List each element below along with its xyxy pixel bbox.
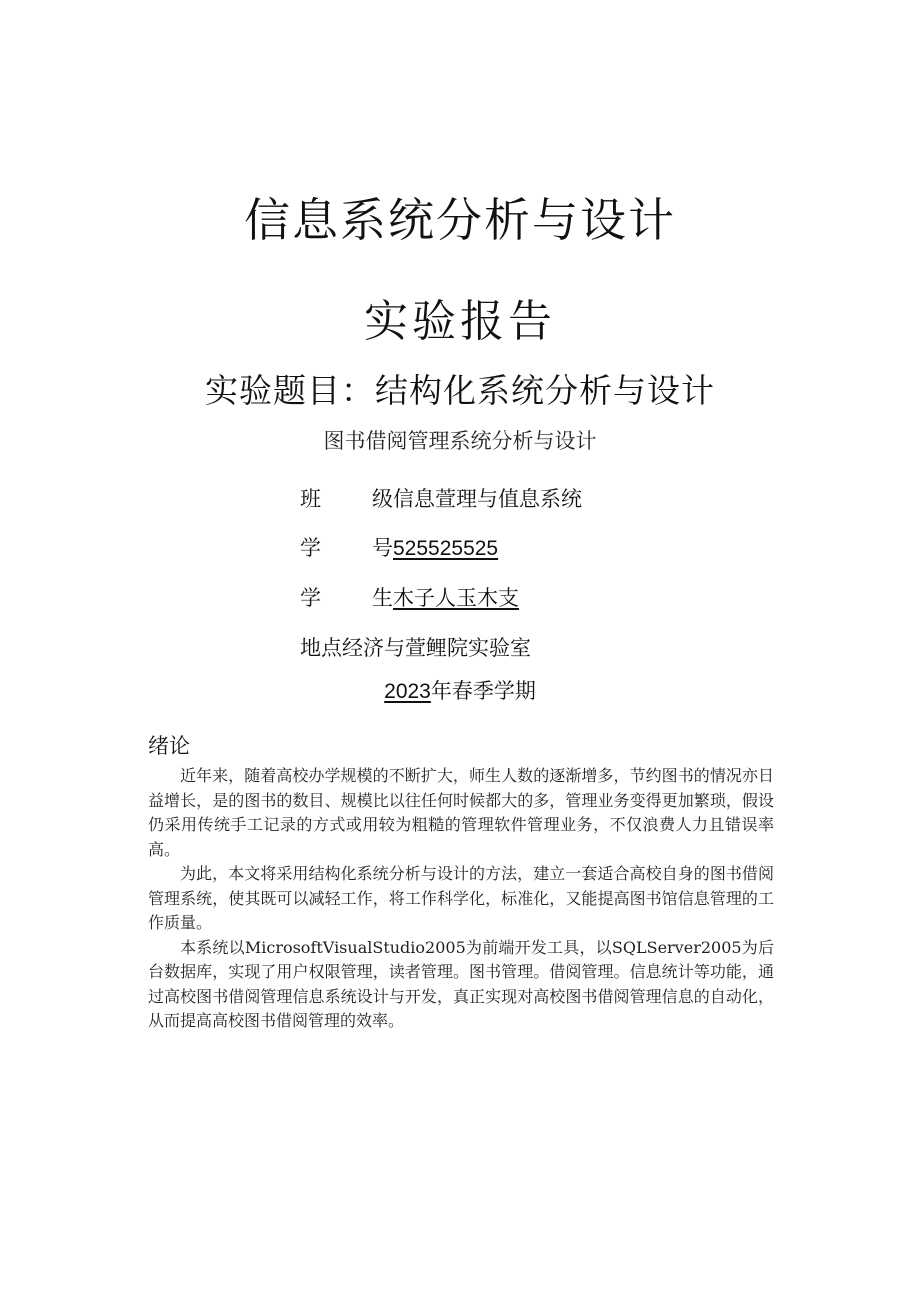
student-id-row <box>300 533 498 564</box>
section-body <box>148 764 774 1034</box>
class-label: 班 <box>300 487 321 511</box>
section-heading: 绪论 <box>148 734 190 758</box>
class-row <box>300 484 582 514</box>
student-name-prefix: 生 <box>372 586 393 610</box>
student-id-prefix: 号 <box>372 536 393 560</box>
location-row: 地点经济与萱鲤院实验室 <box>300 636 531 660</box>
paragraph-2: 为此，本文将采用结构化系统分析与设计的方法，建立一套适合高校自身的图书借阅管理系统，使其既可以减轻工作，将工作科学化，标准化，又能提高图书馆信息管理的工作质量。 <box>148 864 774 932</box>
report-title: 实验报告 <box>364 296 556 347</box>
course-title: 信息系统分析与设计 <box>244 193 676 247</box>
term-label: 年春季学期 <box>430 679 536 703</box>
student-name-row <box>300 583 519 613</box>
student-name-label: 学 <box>300 586 321 610</box>
student-id-label: 学 <box>300 536 321 560</box>
paragraph-3: 本系统以MicrosoftVisualStudio2005为前端开发工具，以SQLServer2005为后台数据库，实现了用户权限管理，读者管理。图书管理。借阅管理。信息统计等功能，通过高校图书借阅管理信息系统设计与开发，真正实现对高校图书借阅管理信息的自动化，从而提高高校图书借阅管理的效率。 <box>148 937 774 1030</box>
student-id-value: 525525525 <box>393 537 499 560</box>
paragraph-1: 近年来，随着高校办学规模的不断扩大，师生人数的逐渐增多，节约图书的情况亦日益增长，是的图书的数目、规模比以往任何时候都大的多，管理业务变得更加繁琐，假设仍采用传统手工记录的方式或用较为粗糙的管理软件管理业务，不仅浪费人力且错误率高。 <box>148 766 774 859</box>
experiment-topic: 实验题目：结构化系统分析与设计 <box>205 371 715 410</box>
class-value: 级信息萱理与值息系统 <box>372 487 582 511</box>
student-name-value: 木子人玉木支 <box>393 586 519 610</box>
term-row <box>0 676 920 707</box>
project-title: 图书借阅管理系统分析与设计 <box>323 429 597 453</box>
term-year: 2023 <box>384 680 431 703</box>
